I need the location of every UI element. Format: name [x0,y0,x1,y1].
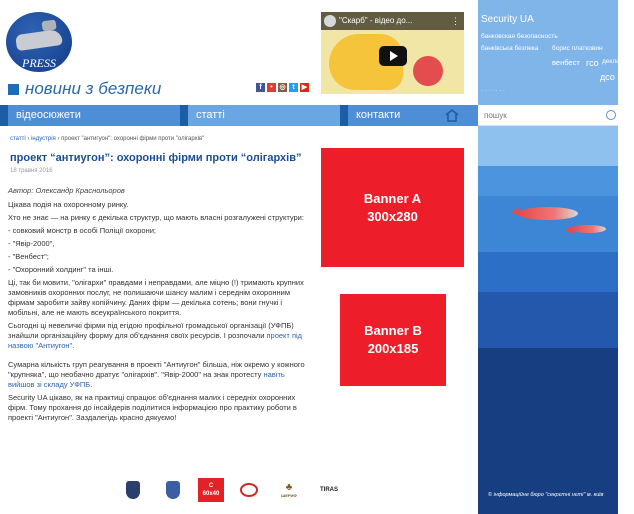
nav-item-articles[interactable]: статті [188,105,340,126]
fish-icon [518,207,578,220]
banner-size: 300x280 [367,208,418,224]
social-icons [256,83,309,92]
article-list-item: - "Охоронний холдинг" та інші. [8,265,114,274]
breadcrumb-articles[interactable]: статті [10,136,26,142]
site-title[interactable] [8,79,161,99]
article-list-item: - "Венбест"; [8,252,49,261]
logo-text: PRESS [22,56,56,70]
paragraph-text: Сьогодні ці невеличкі фірми під егідою профільної громадської організації (УФПБ) знайшли організаційну форму для об'єднання своїх ресурсів. І розпочали [8,321,294,340]
site-logo[interactable] [6,12,74,74]
play-button-icon[interactable] [379,46,407,66]
site-title-text: новини з безпеки [25,79,162,98]
facebook-icon[interactable]: f [256,83,265,92]
tag-link[interactable]: гсо [586,58,599,68]
sea-band [478,292,618,348]
breadcrumb [10,136,204,142]
round-logo-icon [240,483,258,497]
banner-title: Banner A [363,190,422,206]
article-paragraph: Хто не знає — на ринку є декілька структур, що мають власні розгалужені структури: [8,213,304,222]
article-list-item: - совковий монстр в особі Поліції охорони; [8,226,157,235]
banner-title: Banner B [364,323,422,338]
nav-item-video[interactable]: відеосюжети [16,109,81,121]
channel-avatar-icon [324,15,336,27]
fish-icon [572,225,606,233]
nav-item-contacts[interactable]: контакти [356,109,401,121]
owl-logo[interactable] [274,480,304,500]
title-square-icon [8,84,19,95]
video-thumbnail-figure-2 [413,56,443,86]
sidebar-brand[interactable]: Security UA [481,14,534,25]
flickr-icon[interactable]: • [267,83,276,92]
tag-link[interactable]: банківська безпека [481,45,539,52]
video-title: "Скарб" - відео до... [339,16,413,25]
sea-band [478,196,618,252]
tag-link[interactable]: борис платковин [552,45,603,52]
article-paragraph: Ці, так би мовити, "олігархи" правдами і неправдами, але мiцно (!) тримають крупних замовників охоронних послуг, не полишаючи шансу малим і середнім охоронним фірмам заробити зайву копійчину. Даних фірм — декілька сотень; вони гнучкі і мобільні, але не мають всеукраїнського покриття. [8,278,304,317]
project-link[interactable]: проект під назвою "Антиугон" [8,331,303,350]
tag-cloud [478,0,634,105]
round-logo[interactable] [234,480,264,500]
breadcrumb-current: проект "антигуон": охоронні фірми проти "олігархів" [61,136,205,142]
breadcrumb-separator: › [57,136,60,142]
paragraph-text: . [90,380,93,389]
twitter-icon[interactable]: t [289,83,298,92]
tag-link[interactable]: · · · · · · · [481,88,505,94]
article-date: 18 травня 2016 [10,168,53,174]
shield-icon [166,481,180,499]
shield-icon [126,481,140,499]
logo-line: С [208,483,214,489]
tiras-logo[interactable] [314,480,344,500]
partner-logos [118,478,344,502]
logo-text: ШЕРИФ [281,492,297,498]
paragraph-text: Сумарна кількість груп реагування в проекті "Антиугон" більша, ніж окремо у кожного "крупняка", що необачно дратує "олігархів". "Явір-2000" на знак протесту [8,360,305,379]
copyright-text: © інформаційне бюро "секрєтні нєті" м. київ [488,492,604,498]
paragraph-text: . [72,341,75,350]
tag-link[interactable]: дсо [600,72,615,82]
sea-band [478,126,618,166]
tag-link[interactable]: банковская безопасность [481,33,558,40]
share-icon[interactable]: ⋮ [451,16,460,26]
search-bar [478,105,618,126]
article-title: проект “антиугон”: охоронні фірми проти “олігархів” [10,152,302,164]
sea-band [478,166,618,196]
owl-icon: ♣ [285,481,293,493]
shield-logo-2[interactable] [158,480,188,500]
banner-b[interactable] [340,294,446,386]
nav-divider [0,105,8,126]
search-input[interactable] [484,108,594,123]
article-author: Автор: Олександр Краснольоров [8,186,125,195]
shield-logo-1[interactable] [118,480,148,500]
tag-link[interactable]: декларації [602,58,634,65]
nav-divider [340,105,348,126]
youtube-icon[interactable]: ▶ [301,84,308,91]
main-nav [0,105,478,126]
nav-divider [180,105,188,126]
ufpb-exit-link[interactable]: навіть вийшов зі складу УФПБ [8,370,285,389]
article-paragraph: Security UA цікаво, як на практиці спрацює об'єднання малих і середніх охоронних фірм. Тому прохання до інсайдерів поділитися інформацією про практику роботи в проекті "Антиугон". Заздалегідь красно дякуємо! [8,393,297,422]
right-sidebar [478,0,634,514]
logo-text: TIRAS [320,487,338,493]
banner-size: 200x185 [367,341,419,356]
logo-line: 60х40 [202,491,220,497]
search-icon[interactable] [606,110,616,120]
sea-band [478,348,618,514]
video-title-bar [321,12,464,30]
article-paragraph: Цікава подія на охоронному ринку. [8,200,129,209]
video-embed[interactable] [321,12,464,94]
sea-band [478,252,618,292]
breadcrumb-separator: › [27,136,30,142]
article-list-item: - "Явір-2000", [8,239,55,248]
article-body [8,186,310,426]
banner-a[interactable] [321,148,464,267]
tag-link[interactable]: венбест [552,58,580,67]
article-paragraph [8,321,310,351]
instagram-icon[interactable]: ◎ [279,84,286,91]
home-icon[interactable] [442,105,462,126]
breadcrumb-industry[interactable]: індустрія [31,136,56,142]
home-icon-svg [444,108,460,123]
sixty-forty-logo[interactable] [198,478,224,502]
article-paragraph [8,360,310,390]
